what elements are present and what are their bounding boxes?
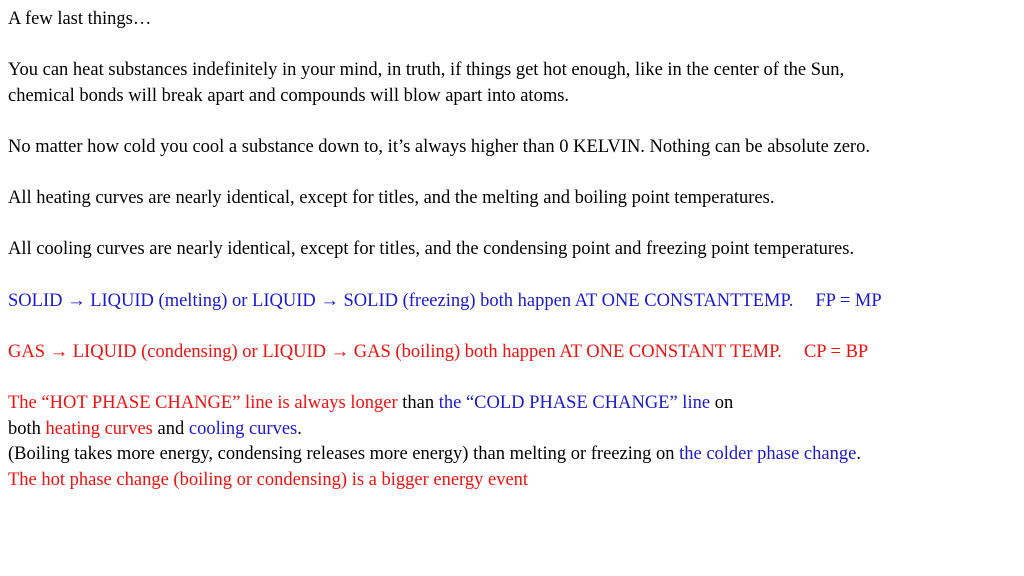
fp-mp-tag: FP = MP	[815, 290, 882, 311]
slide-heading: A few last things…	[8, 9, 152, 29]
hot-cold-line-2	[8, 417, 1020, 443]
heating-curves-text: heating curves	[45, 418, 153, 439]
solid-liquid-text: SOLID → LIQUID (melting) or LIQUID → SOLID (freezing) both happen AT ONE CONSTANTTEMP.	[8, 290, 794, 311]
cold-phase-change-text: the “COLD PHASE CHANGE” line	[438, 392, 711, 413]
slide-content	[8, 7, 1020, 493]
cooling-curves-paragraph: All cooling curves are nearly identical, except for titles, and the condensing point and freezing point temperatures.	[8, 239, 855, 260]
heating-curves-paragraph: All heating curves are nearly identical, except for titles, and the melting and boiling point temperatures.	[8, 188, 775, 209]
absolute-zero-paragraph: No matter how cold you cool a substance down to, it’s always higher than 0 KELVIN. Nothing can be absolute zero.	[8, 136, 870, 157]
heat-paragraph-line-1: You can heat substances indefinitely in your mind, in truth, if things get hot enough, like in the center of the Sun,	[8, 60, 845, 81]
explanation-text: (Boiling takes more energy, condensing releases more energy) than melting or freezing on	[8, 444, 680, 465]
both-text: both	[8, 418, 46, 439]
gas-liquid-line	[8, 340, 1020, 366]
explanation-line	[8, 442, 1020, 468]
cooling-curves-text: cooling curves	[188, 418, 298, 439]
gas-liquid-text: GAS → LIQUID (condensing) or LIQUID → GAS (boiling) both happen AT ONE CONSTANT TEMP.	[8, 341, 782, 362]
heat-paragraph-line-2: chemical bonds will break apart and compounds will blow apart into atoms.	[8, 85, 570, 106]
solid-liquid-line	[8, 289, 1020, 315]
on-text: on	[710, 392, 734, 413]
than-text: than	[397, 392, 439, 413]
and-text: and	[152, 418, 189, 439]
period-text: .	[297, 418, 302, 439]
period-text-2: .	[856, 444, 861, 465]
hot-cold-line-1	[8, 391, 1020, 417]
cp-bp-tag: CP = BP	[803, 341, 869, 362]
hot-event-line: The hot phase change (boiling or condensing) is a bigger energy event	[8, 469, 529, 490]
colder-phase-change-text: the colder phase change	[679, 444, 857, 465]
hot-phase-change-text: The “HOT PHASE CHANGE” line is always longer	[8, 392, 398, 413]
